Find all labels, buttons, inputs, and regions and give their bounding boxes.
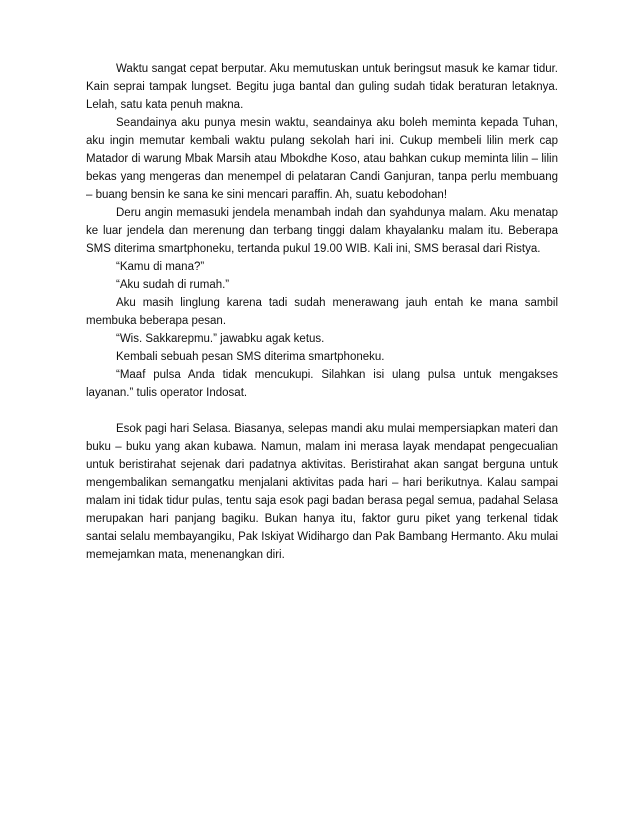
paragraph-3: Deru angin memasuki jendela menambah indah dan syahdunya malam. Aku menatap ke luar jendela dan merenung dan terbang tinggi dalam khayalanku malam itu. Beberapa SMS diterima smartphoneku, tertanda pukul 19.00 WIB. Kali ini, SMS berasal dari Ristya. [86, 207, 558, 255]
paragraph-break [86, 402, 558, 420]
paragraph-4: Aku masih linglung karena tadi sudah menerawang jauh entah ke mana sambil membuka beberapa pesan. [86, 297, 558, 327]
document-body [86, 60, 558, 564]
paragraph-6: Esok pagi hari Selasa. Biasanya, selepas mandi aku mulai mempersiapkan materi dan buku – buku yang akan kubawa. Namun, malam ini merasa layak mendapat pengecualian untuk beristirahat sejenak dari padatnya aktivitas. Beristirahat akan sangat berguna untuk mengembalikan semangatku menjalani aktivitas pada hari – hari berikutnya. Kalau sampai malam ini tidak tidur pulas, tentu saja esok pagi badan berasa pegal semua, padahal Selasa merupakan hari panjang bagiku. Bukan hanya itu, faktor guru piket yang terkenal tidak santai selalu membayangiku, Pak Iskiyat Widihargo dan Pak Bambang Hermanto. Aku mulai memejamkan mata, menenangkan diri. [86, 423, 558, 561]
operator-message: “Maaf pulsa Anda tidak mencukupi. Silahkan isi ulang pulsa untuk mengakses layanan.” tulis operator Indosat. [86, 369, 558, 399]
dialogue-line-1: “Kamu di mana?” [116, 261, 205, 273]
paragraph-1: Waktu sangat cepat berputar. Aku memutuskan untuk beringsut masuk ke kamar tidur. Kain seprai tampak lungset. Begitu juga bantal dan guling sudah tidak beraturan letaknya. Lelah, satu kata penuh makna. [86, 63, 558, 111]
dialogue-line-2: “Aku sudah di rumah.” [116, 279, 230, 291]
paragraph-2: Seandainya aku punya mesin waktu, seandainya aku boleh meminta kepada Tuhan, aku ingin memutar kembali waktu pulang sekolah hari ini. Cukup membeli lilin merk cap Matador di warung Mbak Marsih atau Mbokdhe Koso, atau bahkan cukup meminta lilin – lilin bekas yang mengeras dan menempel di pelataran Candi Ganjuran, tanpa perlu membuang – buang bensin ke sana ke sini mencari paraffin. Ah, suatu kebodohan! [86, 117, 558, 201]
paragraph-5: Kembali sebuah pesan SMS diterima smartphoneku. [116, 351, 385, 363]
dialogue-line-3: “Wis. Sakkarepmu.” jawabku agak ketus. [116, 333, 325, 345]
